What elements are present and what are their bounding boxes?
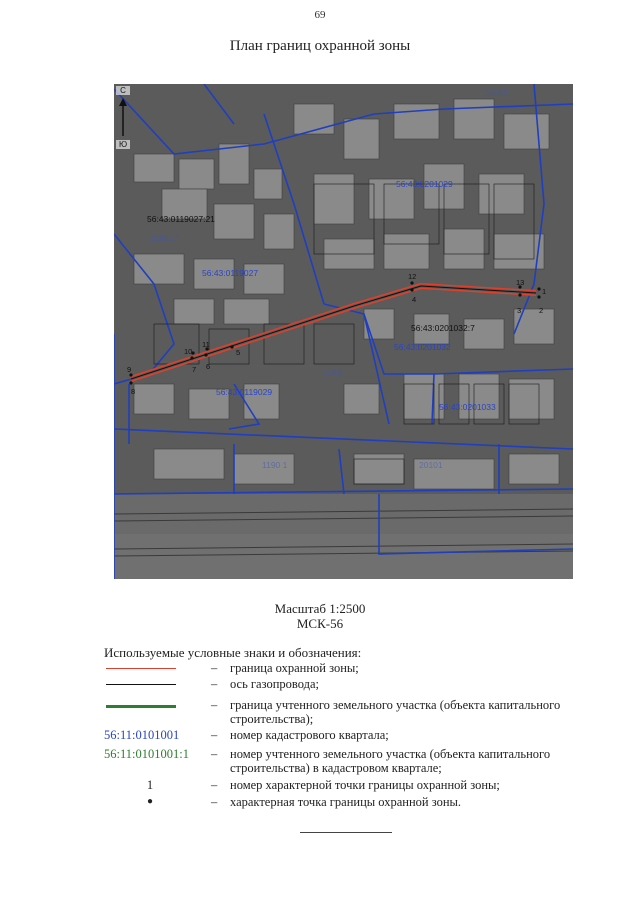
legend-dash: – [211,795,218,809]
parcel-label: 56:43:0119027:21 [147,214,215,224]
point-label: 5 [236,348,241,357]
map-canvas [114,84,573,579]
scale-text: Масштаб 1:2500 [274,601,366,616]
point-label: 7 [192,365,197,374]
legend-dash: – [211,698,218,712]
point-label: 1 [542,287,547,296]
quarter-label: 56:43:0201032 [394,342,451,352]
point-label: 6 [206,362,211,371]
legend-desc: характерная точка границы охранной зоны. [230,795,462,809]
point-label: 3 [517,306,522,315]
protection-zone-symbol [106,668,176,669]
boundary-point [410,288,413,291]
faint-label: 2010 [324,367,343,377]
faint-label: 1190 1 [262,460,288,470]
quarter-label: 56:43:0119029 [216,387,273,397]
coordinate-system: МСК-56 [296,616,344,631]
point-number-symbol: 1 [146,778,154,792]
legend-desc: ось газопровода; [230,677,320,691]
point-label: 2 [539,306,544,315]
map-view[interactable] [114,84,573,579]
boundary-point [190,356,193,359]
parcel-label: 56:43:0201032:7 [411,323,475,333]
legend-desc: номер учтенного земельного участка (объекта капитального строительства) в кадастровом квартале; [230,747,551,775]
page-number: 69 [314,9,326,21]
quarter-label: 56:43:0119027 [202,268,259,278]
point-label: 13 [516,278,525,287]
legend-desc: номер характерной точки границы охранной зоны; [230,778,500,792]
boundary-point [537,295,540,298]
boundary-point [129,381,132,384]
south-label: Ю [116,140,130,149]
legend-dash: – [211,677,218,691]
boundary-point [410,281,413,284]
point-label: 11 [202,340,210,349]
north-label: С [116,86,130,95]
point-label: 9 [127,365,132,374]
legend-title: Используемые условные знаки и обозначения: [104,645,362,660]
pipeline-axis-symbol [106,684,176,685]
parcel-number-symbol: 56:11:0101001:1 [104,747,189,761]
quarter-label: 56:43:0201029 [396,179,453,189]
boundary-point [537,287,540,290]
roads [114,494,573,579]
parcel-boundary-symbol [106,705,176,708]
footer-rule [300,832,392,833]
point-label: 12 [408,272,417,281]
boundary-point [230,345,233,348]
point-label: 8 [131,387,136,396]
point-label: 10 [184,347,193,356]
quarter-label: 56:43:0201033 [439,402,496,412]
north-arrow-icon [116,98,130,138]
page-title: План границ охранной зоны [229,38,411,54]
faint-label: 20101 [419,460,443,470]
legend-desc: граница учтенного земельного участка (объекта капитального строительства); [230,698,561,726]
point-label: 4 [412,295,417,304]
legend-dash: – [211,661,218,675]
point-dot-symbol: ● [146,796,154,807]
quarter-number-symbol: 56:11:0101001 [104,728,180,742]
legend-dash: – [211,747,218,761]
scale-info [0,601,640,631]
compass [116,86,130,152]
boundary-point [518,293,521,296]
legend-desc: граница охранной зоны; [230,661,359,675]
faint-label: 119027 [150,233,178,243]
faint-label: 20103 [484,88,508,98]
legend-desc: номер кадастрового квартала; [230,728,389,742]
boundary-point [204,353,207,356]
legend-dash: – [211,728,218,742]
legend-dash: – [211,778,218,792]
